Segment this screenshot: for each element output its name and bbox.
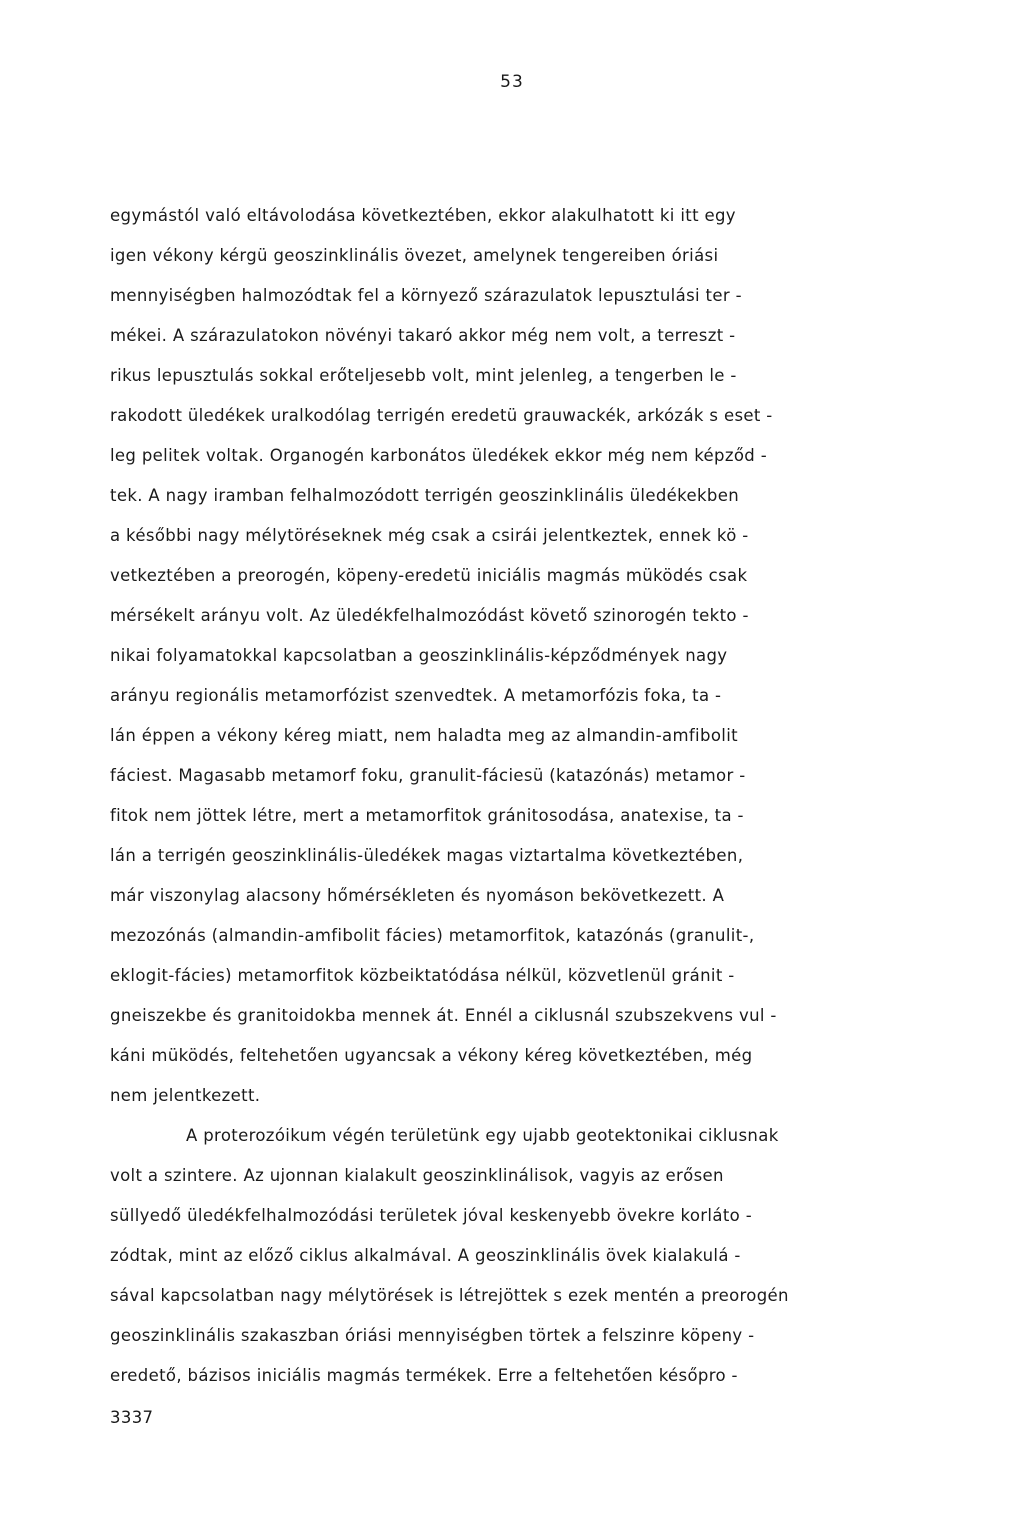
text-line: eklogit-fácies) metamorfitok közbeiktatódása nélkül, közvetlenül gránit - (110, 966, 735, 985)
text-line: geoszinklinális szakaszban óriási mennyiségben törtek a felszinre köpeny - (110, 1326, 755, 1345)
text-line: volt a szintere. Az ujonnan kialakult geoszinklinálisok, vagyis az erősen (110, 1166, 724, 1185)
text-line: mennyiségben halmozódtak fel a környező szárazulatok lepusztulási ter - (110, 286, 742, 305)
text-line: nikai folyamatokkal kapcsolatban a geoszinklinális-képződmények nagy (110, 646, 728, 665)
text-line: süllyedő üledékfelhalmozódási területek jóval keskenyebb övekre korláto - (110, 1206, 752, 1225)
text-line: leg pelitek voltak. Organogén karbonátos üledékek ekkor még nem képződ - (110, 446, 768, 465)
text-line: lán éppen a vékony kéreg miatt, nem haladta meg az almandin-amfibolit (110, 726, 738, 745)
text-line: tek. A nagy iramban felhalmozódott terrigén geoszinklinális üledékekben (110, 486, 740, 505)
page-number: 53 (500, 72, 524, 92)
text-line: rikus lepusztulás sokkal erőteljesebb volt, mint jelenleg, a tengerben le - (110, 366, 737, 385)
text-line: sával kapcsolatban nagy mélytörések is létrejöttek s ezek mentén a preorogén (110, 1286, 789, 1305)
text-line: gneiszekbe és granitoidokba mennek át. Ennél a ciklusnál szubszekvens vul - (110, 1006, 777, 1025)
text-line: mérsékelt arányu volt. Az üledékfelhalmozódást követő szinorogén tekto - (110, 606, 749, 625)
text-line: nem jelentkezett. (110, 1086, 261, 1105)
text-line: igen vékony kérgü geoszinklinális övezet, amelynek tengereiben óriási (110, 246, 719, 265)
text-line: fáciest. Magasabb metamorf foku, granulit-fáciesü (katazónás) metamor - (110, 766, 746, 785)
text-line: arányu regionális metamorfózist szenvedtek. A metamorfózis foka, ta - (110, 686, 722, 705)
text-line: mékei. A szárazulatokon növényi takaró akkor még nem volt, a terreszt - (110, 326, 736, 345)
text-line: a későbbi nagy mélytöréseknek még csak a csirái jelentkeztek, ennek kö - (110, 526, 749, 545)
text-line: már viszonylag alacsony hőmérsékleten és nyomáson bekövetkezett. A (110, 886, 725, 905)
text-line: vetkeztében a preorogén, köpeny-eredetü iniciális magmás müködés csak (110, 566, 748, 585)
text-line: egymástól való eltávolodása következtében, ekkor alakulhatott ki itt egy (110, 206, 736, 225)
text-line: A proterozóikum végén területünk egy ujabb geotektonikai ciklusnak (186, 1126, 779, 1145)
text-line: eredető, bázisos iniciális magmás termékek. Erre a feltehetően későpro - (110, 1366, 738, 1385)
text-line: fitok nem jöttek létre, mert a metamorfitok gránitosodása, anatexise, ta - (110, 806, 744, 825)
signature-mark: 3337 (110, 1408, 154, 1427)
text-line: rakodott üledékek uralkodólag terrigén eredetü grauwackék, arkózák s eset - (110, 406, 773, 425)
text-line: káni müködés, feltehetően ugyancsak a vékony kéreg következtében, még (110, 1046, 753, 1065)
text-line: mezozónás (almandin-amfibolit fácies) metamorfitok, katazónás (granulit-, (110, 926, 755, 945)
text-line: zódtak, mint az előző ciklus alkalmával. A geoszinklinális övek kialakulá - (110, 1246, 741, 1265)
text-line: lán a terrigén geoszinklinális-üledékek magas viztartalma következtében, (110, 846, 744, 865)
